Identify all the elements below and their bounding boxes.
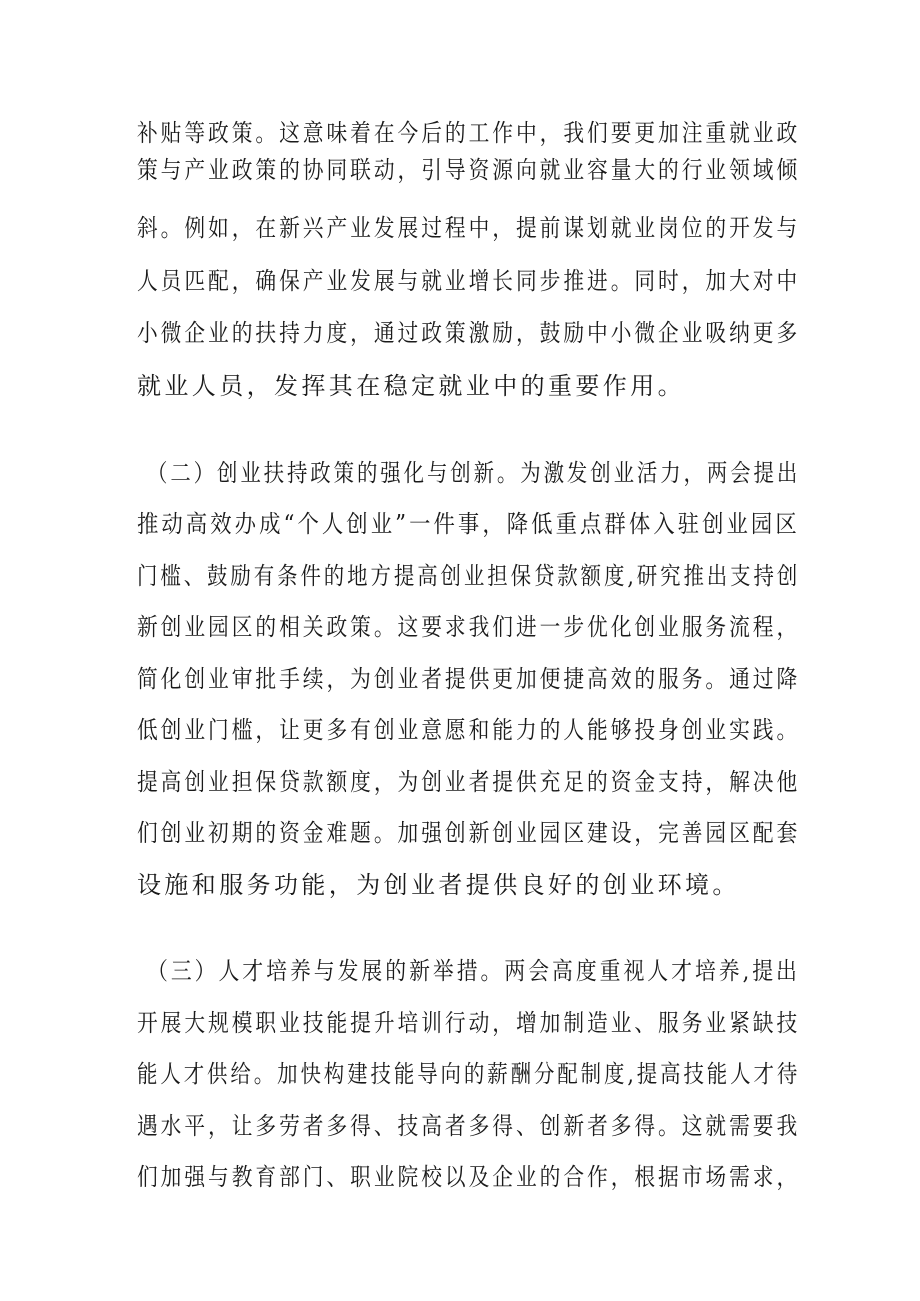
paragraph-line: 补贴等政策。这意味着在今后的工作中，我们要更加注重就业政 bbox=[137, 119, 801, 147]
paragraph-line: 就业人员，发挥其在稳定就业中的重要作用。 bbox=[137, 372, 685, 400]
paragraph-line: 们创业初期的资金难题。加强创新创业园区建设，完善园区配套 bbox=[137, 819, 801, 847]
paragraph-line: 遇水平，让多劳者多得、技高者多得、创新者多得。这就需要我 bbox=[137, 1112, 801, 1140]
paragraph-line: 推动高效办成“个人创业”一件事，降低重点群体入驻创业园区 bbox=[137, 510, 800, 538]
paragraph-line: 新创业园区的相关政策。这要求我们进一步优化创业服务流程， bbox=[137, 613, 801, 641]
paragraph-line: 策与产业政策的协同联动，引导资源向就业容量大的行业领域倾 bbox=[137, 156, 801, 184]
paragraph-line: 设施和服务功能，为创业者提供良好的创业环境。 bbox=[137, 871, 740, 899]
paragraph-line: 简化创业审批手续，为创业者提供更加便捷高效的服务。通过降 bbox=[137, 665, 801, 693]
paragraph-line: 们加强与教育部门、职业院校以及企业的合作，根据市场需求， bbox=[137, 1163, 801, 1191]
paragraph-line: 开展大规模职业技能提升培训行动，增加制造业、服务业紧缺技 bbox=[137, 1009, 801, 1037]
paragraph-line: 能人才供给。加快构建技能导向的薪酬分配制度,提高技能人才待 bbox=[137, 1060, 801, 1088]
paragraph-line: （三）人才培养与发展的新举措。两会高度重视人才培养,提出 bbox=[147, 957, 800, 985]
paragraph-line: 提高创业担保贷款额度，为创业者提供充足的资金支持，解决他 bbox=[137, 768, 801, 796]
paragraph-line: 人员匹配，确保产业发展与就业增长同步推进。同时，加大对中 bbox=[137, 267, 801, 295]
paragraph-line: 小微企业的扶持力度，通过政策激励，鼓励中小微企业吸纳更多 bbox=[137, 319, 801, 347]
paragraph-line: （二）创业扶持政策的强化与创新。为激发创业活力，两会提出 bbox=[147, 459, 801, 487]
paragraph-line: 门槛、鼓励有条件的地方提高创业担保贷款额度,研究推出支持创 bbox=[137, 562, 801, 590]
paragraph-line: 低创业门槛，让更多有创业意愿和能力的人能够投身创业实践。 bbox=[137, 716, 801, 744]
paragraph-line: 斜。例如，在新兴产业发展过程中，提前谋划就业岗位的开发与 bbox=[137, 214, 801, 242]
